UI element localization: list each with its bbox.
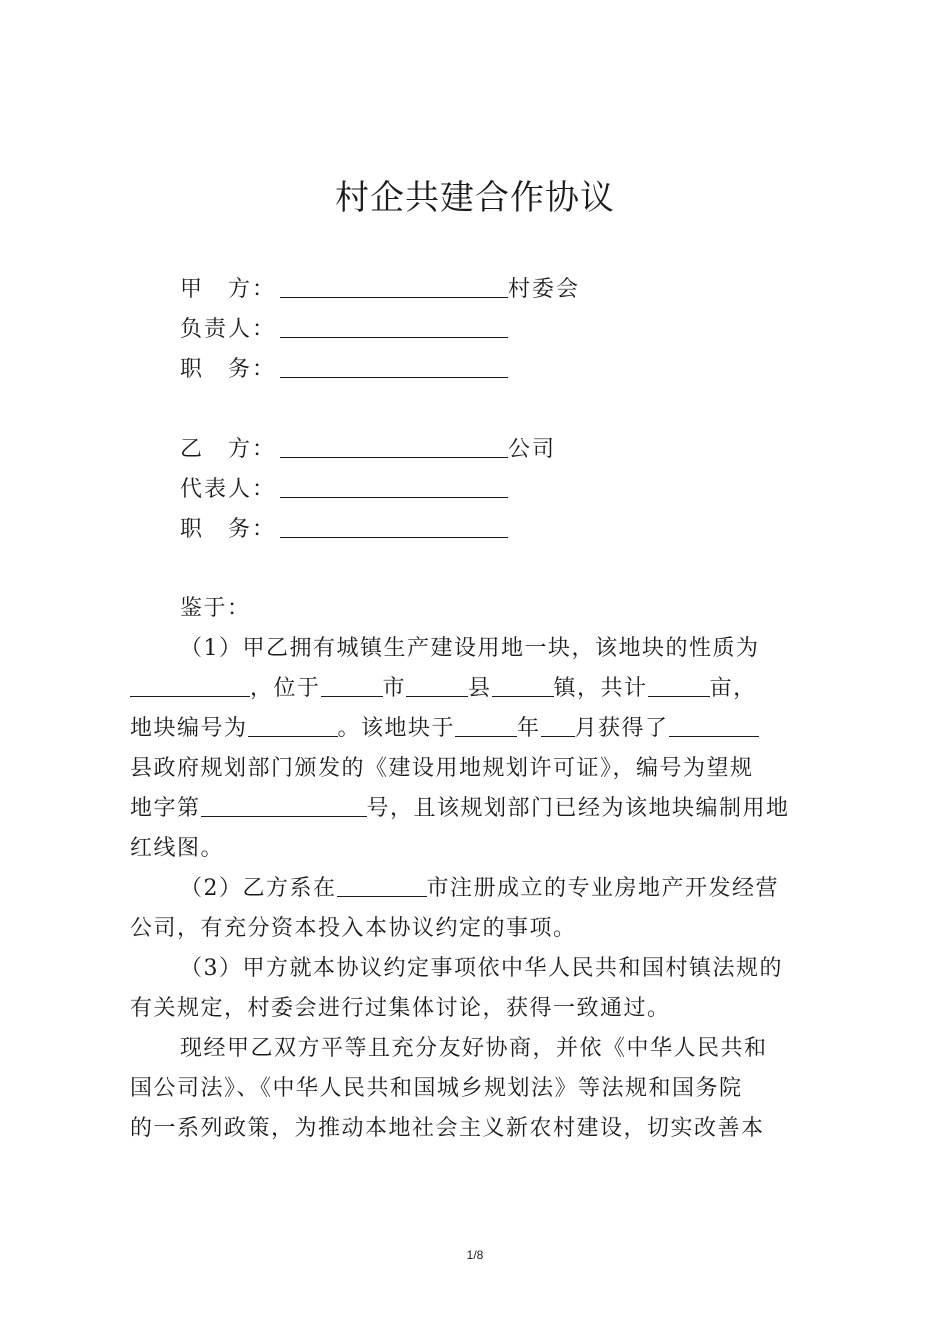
party-b-position-row [180, 515, 508, 545]
plot-number-blank [248, 716, 338, 737]
party-b-row [180, 435, 556, 465]
month-blank [541, 716, 575, 737]
para4-line1: 现经甲乙双方平等且充分友好协商，并依《中华人民共和 [180, 1036, 768, 1061]
city-blank [321, 676, 383, 697]
party-a-person-blank [280, 317, 508, 338]
page-number: 1/8 [466, 1248, 484, 1262]
clause1-line3: 地块编号为 。该地块于 年 月获得了 [130, 714, 759, 744]
clause3-line2: 有关规定，村委会进行过集体讨论，获得一致通过。 [130, 996, 671, 1021]
county-blank [406, 676, 468, 697]
party-a-position-row [180, 355, 508, 385]
party-a-person-label: 负责人： [180, 317, 277, 342]
party-b-position-blank [280, 517, 508, 538]
clause1-line4: 县政府规划部门颁发的《建设用地规划许可证》，编号为望规 [130, 756, 754, 781]
para4-line2: 国公司法》、《中华人民共和国城乡规划法》等法规和国务院 [130, 1076, 743, 1101]
party-b-position-label: 职 务： [180, 517, 277, 542]
party-a-label: 甲 方： [180, 277, 277, 302]
party-a-person-row [180, 315, 508, 345]
land-nature-blank [130, 676, 250, 697]
para4-line3: 的一系列政策，为推动本地社会主义新农村建设，切实改善本 [130, 1116, 765, 1141]
year-blank [455, 716, 517, 737]
party-b-name-blank [280, 437, 508, 458]
clause2-line2: 公司，有充分资本投入本协议约定的事项。 [130, 916, 577, 941]
party-b-person-row [180, 475, 508, 505]
area-blank [648, 676, 710, 697]
clause1-line2: ，位于 市 县 镇，共计 亩， [130, 674, 757, 704]
party-b-person-label: 代表人： [180, 477, 277, 502]
party-a-suffix: 村委会 [508, 277, 581, 302]
party-a-position-label: 职 务： [180, 357, 277, 382]
party-b-label: 乙 方： [180, 437, 277, 462]
permit-number-blank [201, 796, 367, 817]
party-a-name-blank [280, 277, 508, 298]
party-a-row [180, 275, 580, 305]
town-blank [492, 676, 554, 697]
party-a-position-blank [280, 357, 508, 378]
registration-city-blank [337, 876, 427, 897]
document-title: 村企共建合作协议 [335, 178, 615, 218]
clause1-line1: （1）甲乙拥有城镇生产建设用地一块，该地块的性质为 [180, 636, 760, 661]
clause3-line1: （3）甲方就本协议约定事项依中华人民共和国村镇法规的 [180, 956, 783, 981]
recitals-intro: 鉴于： [180, 596, 251, 621]
clause2-line1: （2）乙方系在 市注册成立的专业房地产开发经营 [180, 876, 780, 901]
party-b-person-blank [280, 477, 508, 498]
county-name-blank [669, 716, 759, 737]
clause1-line6: 红线图。 [130, 836, 225, 861]
clause1-line5: 地字第 号，且该规划部门已经为该地块编制用地 [130, 796, 790, 821]
party-b-suffix: 公司 [508, 437, 557, 462]
